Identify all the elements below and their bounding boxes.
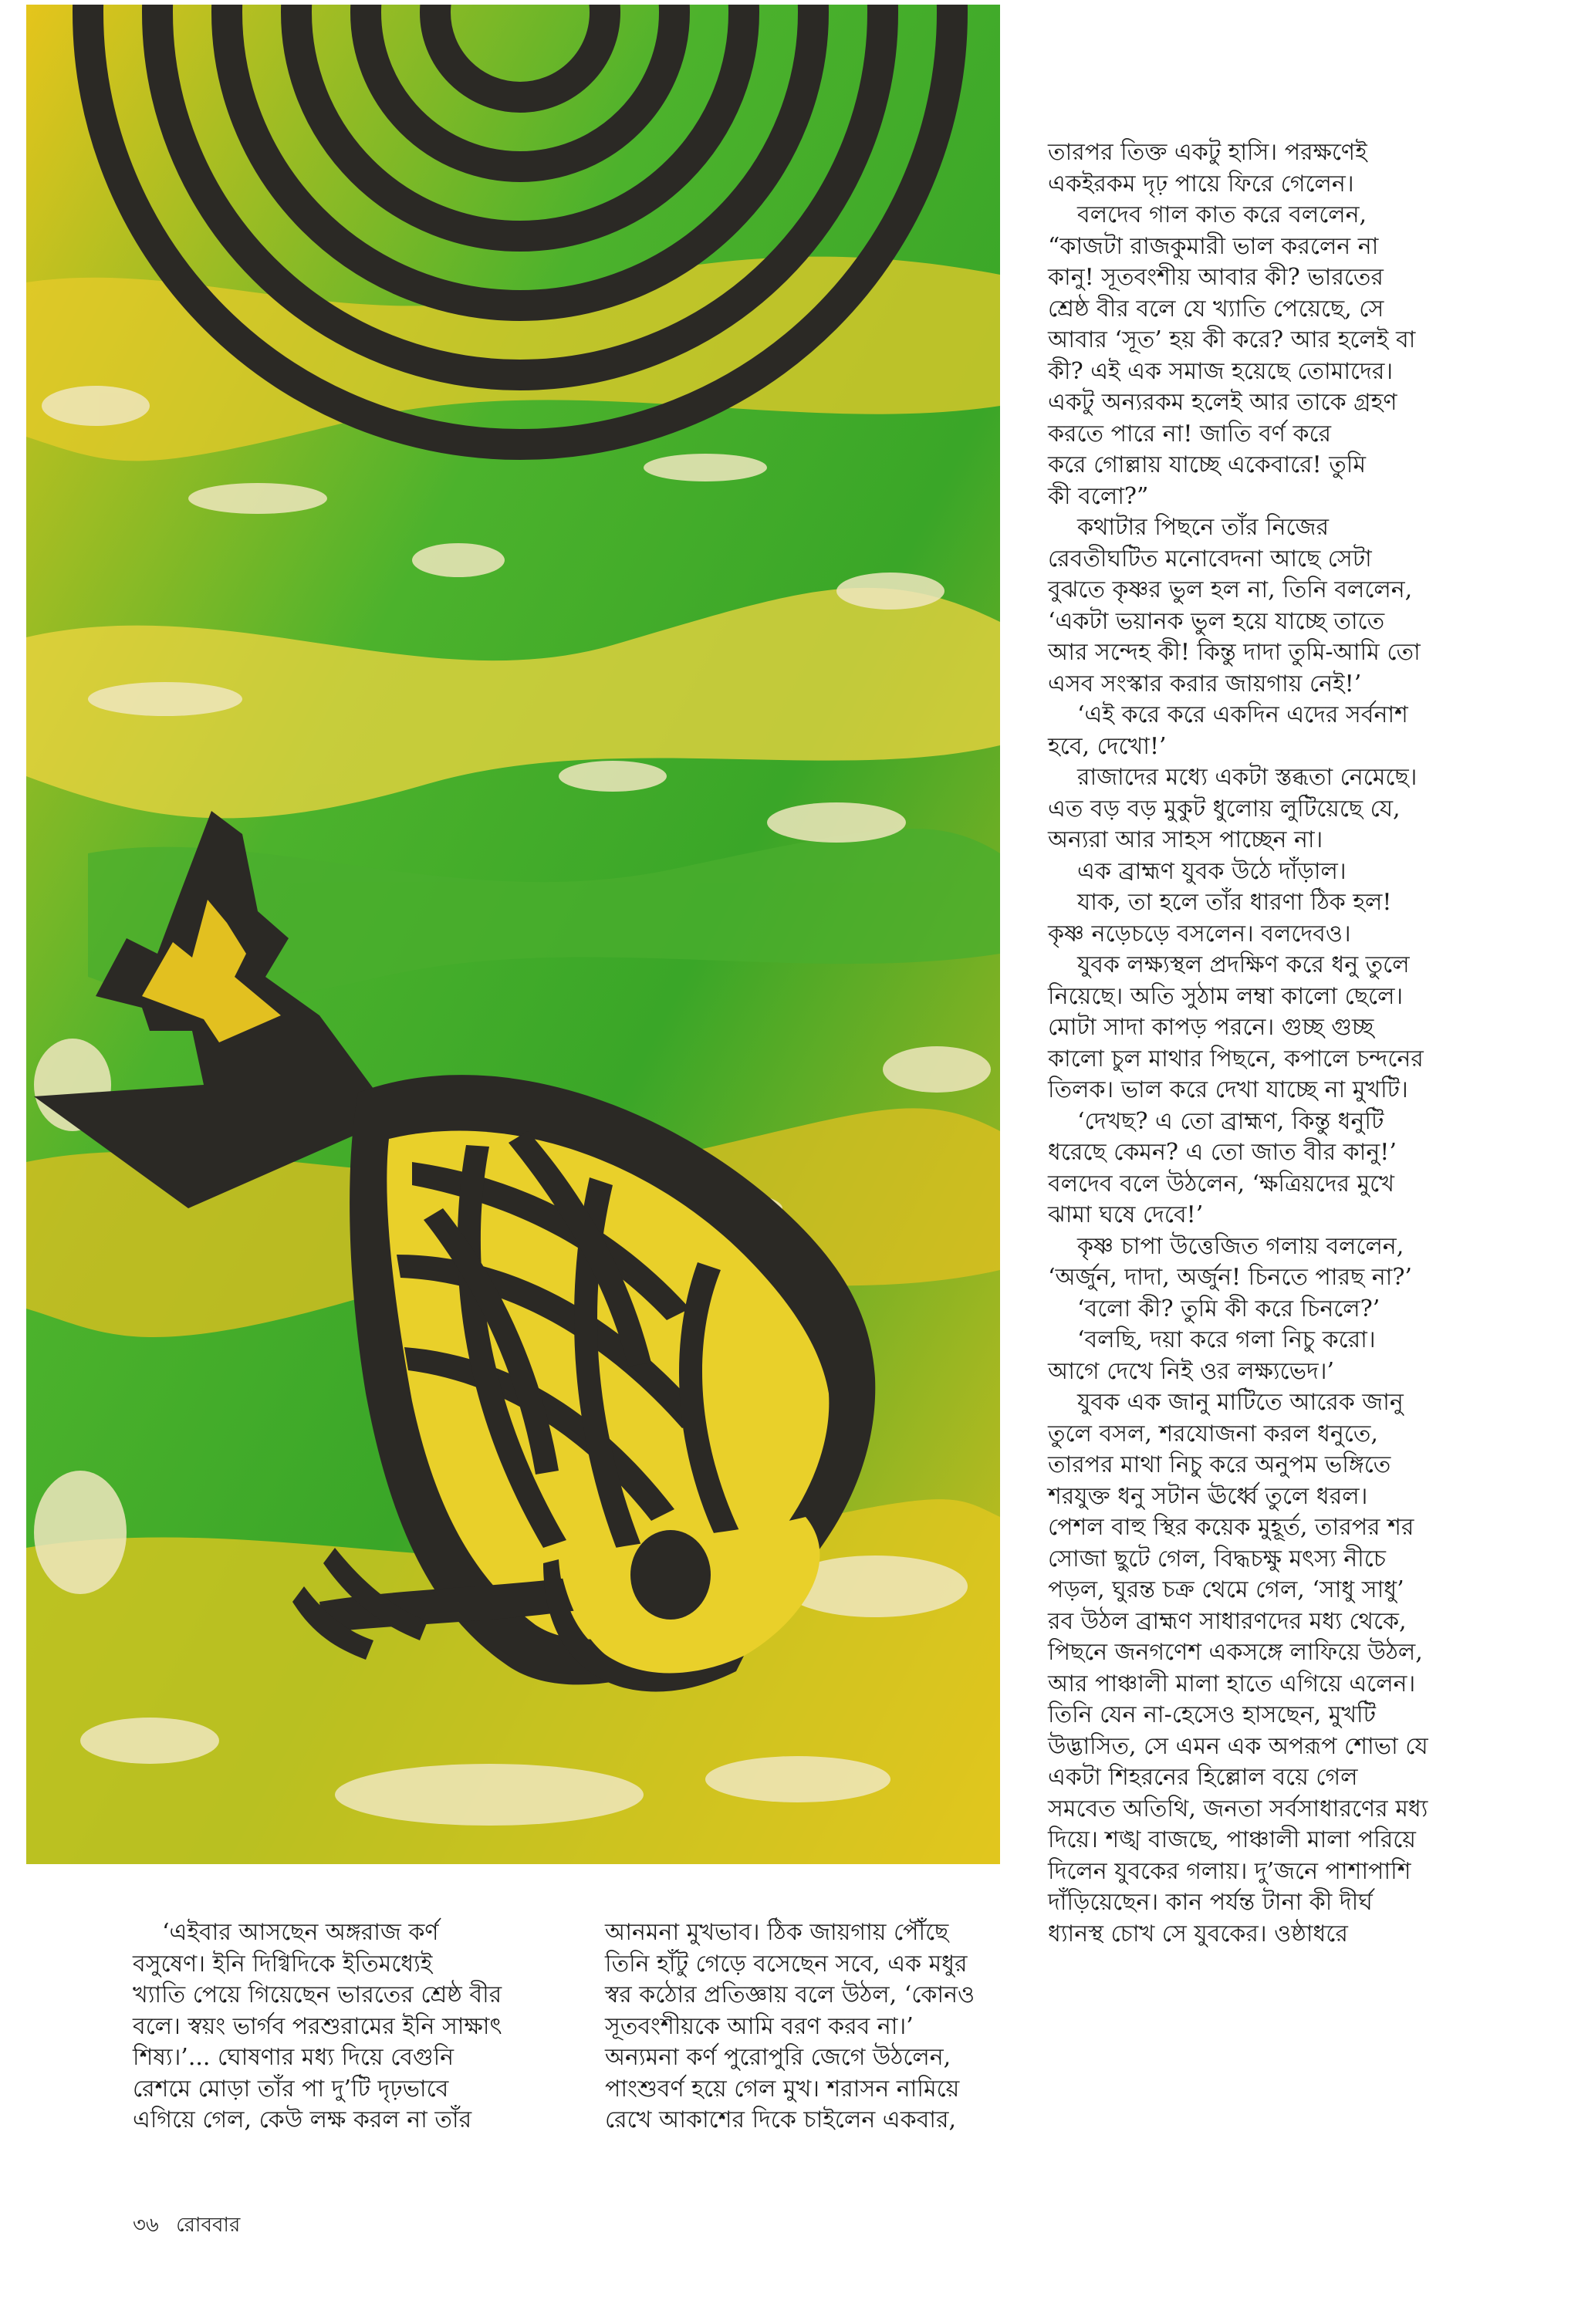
paragraph-line: অন্যরা আর সাহস পাচ্ছেন না। — [1048, 826, 1323, 853]
paragraph-line: আনমনা মুখভাব। ঠিক জায়গায় পৌঁছে — [605, 1919, 949, 1946]
paragraph-line: শ্রেষ্ঠ বীর বলে যে খ্যাতি পেয়েছে, সে — [1048, 295, 1384, 323]
paragraph-line: বলদেব বলে উঠলেন, ‘ক্ষত্রিয়দের মুখে — [1048, 1170, 1394, 1197]
paragraph-line: রেবতীঘটিত মনোবেদনা আছে সেটা — [1048, 545, 1372, 573]
paragraph-line: রেখে আকাশের দিকে চাইলেন একবার, — [605, 2106, 957, 2133]
paragraph-line: হবে, দেখো!’ — [1048, 732, 1167, 760]
text-column-bottom-left — [133, 1917, 588, 2137]
paragraph-line: তিলক। ভাল করে দেখা যাচ্ছে না মুখটি। — [1048, 1076, 1408, 1103]
paragraph-line: তারপর মাথা নিচু করে অনুপম ভঙ্গিতে — [1048, 1451, 1391, 1478]
paragraph-line: কানু! সূতবংশীয় আবার কী? ভারতের — [1048, 264, 1384, 291]
paragraph-line: এত বড় বড় মুকুট ধুলোয় লুটিয়েছে যে, — [1048, 795, 1401, 823]
paragraph-line: ধ্যানস্থ চোখ সে যুবকের। ওষ্ঠাধরে — [1048, 1920, 1348, 1947]
paragraph-line: তুলে বসল, শরযোজনা করল ধনুতে, — [1048, 1420, 1378, 1447]
paragraph-line: মোটা সাদা কাপড় পরনে। গুচ্ছ গুচ্ছ — [1048, 1014, 1374, 1041]
paragraph-line: কালো চুল মাথার পিছনে, কপালে চন্দনের — [1048, 1045, 1424, 1072]
paragraph-line: আর পাঞ্চালী মালা হাতে এগিয়ে এলেন। — [1048, 1670, 1416, 1697]
paragraph-line: যুবক এক জানু মাটিতে আরেক জানু — [1077, 1389, 1404, 1416]
paragraph-line: ধরেছে কেমন? এ তো জাত বীর কানু!’ — [1048, 1139, 1397, 1166]
paragraph-line: তারপর তিক্ত একটু হাসি। পরক্ষণেই — [1048, 139, 1367, 166]
magazine-name: রোববার — [176, 2214, 241, 2237]
paragraph-line: আগে দেখে নিই ওর লক্ষ্যভেদ।’ — [1048, 1357, 1335, 1385]
paragraph-line: পাংশুবর্ণ হয়ে গেল মুখ। শরাসন নামিয়ে — [605, 2075, 960, 2103]
paragraph-line: বলদেব গাল কাত করে বললেন, — [1077, 201, 1367, 228]
paragraph-line: কী? এই এক সমাজ হয়েছে তোমাদের। — [1048, 357, 1394, 385]
paragraph-line: এগিয়ে গেল, কেউ লক্ষ করল না তাঁর — [133, 2106, 472, 2133]
paragraph-line: পড়ল, ঘুরন্ত চক্র থেমে গেল, ‘সাধু সাধু’ — [1048, 1576, 1404, 1603]
paragraph-line: অন্যমনা কর্ণ পুরোপুরি জেগে উঠলেন, — [605, 2044, 951, 2071]
paragraph-line: সূতবংশীয়কে আমি বরণ করব না।’ — [605, 2012, 914, 2040]
paragraph-line: দাঁড়িয়েছেন। কান পর্যন্ত টানা কী দীর্ঘ — [1048, 1889, 1373, 1916]
paragraph-line: কথাটার পিছনে তাঁর নিজের — [1077, 514, 1329, 541]
paragraph-line: বুঝতে কৃষ্ণর ভুল হল না, তিনি বললেন, — [1048, 576, 1413, 603]
paragraph-line: পেশল বাহু স্থির কয়েক মুহূর্ত, তারপর শর — [1048, 1514, 1414, 1541]
paragraph-line: আবার ‘সূত’ হয় কী করে? আর হলেই বা — [1048, 326, 1416, 353]
paragraph-line: আর সন্দেহ কী! কিন্তু দাদা তুমি-আমি তো — [1048, 639, 1421, 666]
paragraph-line: উদ্ভাসিত, সে এমন এক অপরূপ শোভা যে — [1048, 1732, 1428, 1760]
paragraph-line: স্বর কঠোর প্রতিজ্ঞায় বলে উঠল, ‘কোনও — [605, 1981, 975, 2008]
paragraph-line: কৃষ্ণ নড়েচড়ে বসলেন। বলদেবও। — [1048, 920, 1351, 948]
paragraph-line: নিয়েছে। অতি সুঠাম লম্বা কালো ছেলে। — [1048, 982, 1404, 1010]
paragraph-line: ‘দেখছ? এ তো ব্রাহ্মণ, কিন্তু ধনুটি — [1077, 1107, 1384, 1135]
paragraph-line: পিছনে জনগণেশ একসঙ্গে লাফিয়ে উঠল, — [1048, 1639, 1423, 1666]
paragraph-line: বসুষেণ। ইনি দিগ্বিদিকে ইতিমধ্যেই — [133, 1950, 433, 1978]
paragraph-line: এসব সংস্কার করার জায়গায় নেই!’ — [1048, 670, 1362, 698]
paragraph-line: সোজা ছুটে গেল, বিদ্ধচক্ষু মৎস্য নীচে — [1048, 1545, 1386, 1572]
paragraph-line: শরযুক্ত ধনু সটান ঊর্ধ্বে তুলে ধরল। — [1048, 1482, 1368, 1510]
paragraph-line: ‘বলছি, দয়া করে গলা নিচু করো। — [1077, 1326, 1376, 1353]
paragraph-line: ‘বলো কী? তুমি কী করে চিনলে?’ — [1077, 1295, 1380, 1322]
paragraph-line: “কাজটা রাজকুমারী ভাল করলেন না — [1048, 232, 1379, 260]
fish-artwork-svg — [26, 5, 1000, 1864]
paragraph-line: বলে। স্বয়ং ভার্গব পরশুরামের ইনি সাক্ষাৎ — [133, 2012, 502, 2040]
paragraph-line: তিনি হাঁটু গেড়ে বসেছেন সবে, এক মধুর — [605, 1950, 968, 1978]
paragraph-line: একটু অন্যরকম হলেই আর তাকে গ্রহণ — [1048, 389, 1397, 416]
paragraph-line: শিষ্য।’... ঘোষণার মধ্য দিয়ে বেগুনি — [133, 2044, 455, 2071]
paragraph-line: একটা শিহরনের হিল্লোল বয়ে গেল — [1048, 1764, 1358, 1791]
paragraph-line: ‘এই করে করে একদিন এদের সর্বনাশ — [1077, 701, 1408, 728]
paragraph-line: কী বলো?” — [1048, 482, 1149, 510]
paragraph-line: যুবক লক্ষ্যস্থল প্রদক্ষিণ করে ধনু তুলে — [1077, 951, 1410, 978]
paragraph-line: ‘একটা ভয়ানক ভুল হয়ে যাচ্ছে তাতে — [1048, 607, 1385, 635]
paragraph-line: রাজাদের মধ্যে একটা স্তব্ধতা নেমেছে। — [1077, 764, 1418, 791]
paragraph-line: একইরকম দৃঢ় পায়ে ফিরে গেলেন। — [1048, 170, 1354, 198]
paragraph-line: তিনি যেন না-হেসেও হাসছেন, মুখটি — [1048, 1701, 1376, 1728]
paragraph-line: ‘এইবার আসছেন অঙ্গরাজ কর্ণ — [162, 1919, 439, 1946]
paragraph-line: ঝামা ঘষে দেবে!’ — [1048, 1201, 1204, 1228]
paragraph-line: যাক, তা হলে তাঁর ধারণা ঠিক হল! — [1077, 889, 1392, 916]
text-column-bottom-middle — [605, 1917, 1029, 2137]
illustration-fish — [26, 5, 1000, 1864]
paragraph-line: দিলেন যুবকের গলায়। দু’জনে পাশাপাশি — [1048, 1857, 1411, 1885]
paragraph-line: ‘অর্জুন, দাদা, অর্জুন! চিনতে পারছ না?’ — [1048, 1264, 1412, 1291]
paragraph-line: সমবেত অতিথি, জনতা সর্বসাধারণের মধ্য — [1048, 1795, 1428, 1822]
paragraph-line: করতে পারে না! জাতি বর্ণ করে — [1048, 420, 1332, 448]
paragraph-line: রেশমে মোড়া তাঁর পা দু’টি দৃঢ়ভাবে — [133, 2075, 449, 2103]
text-column-right — [1048, 137, 1573, 1950]
paragraph-line: খ্যাতি পেয়ে গিয়েছেন ভারতের শ্রেষ্ঠ বীর — [133, 1981, 502, 2008]
paragraph-line: কৃষ্ণ চাপা উত্তেজিত গলায় বললেন, — [1077, 1232, 1404, 1260]
paragraph-line: রব উঠল ব্রাহ্মণ সাধারণদের মধ্য থেকে, — [1048, 1607, 1407, 1635]
paragraph-line: এক ব্রাহ্মণ যুবক উঠে দাঁড়াল। — [1077, 857, 1347, 885]
paragraph-line: করে গোল্লায় যাচ্ছে একেবারে! তুমি — [1048, 451, 1366, 478]
page-footer — [133, 2213, 251, 2238]
paragraph-line: দিয়ে। শঙ্খ বাজছে, পাঞ্চালী মালা পরিয়ে — [1048, 1826, 1416, 1853]
page-number: ৩৬ — [133, 2214, 159, 2237]
